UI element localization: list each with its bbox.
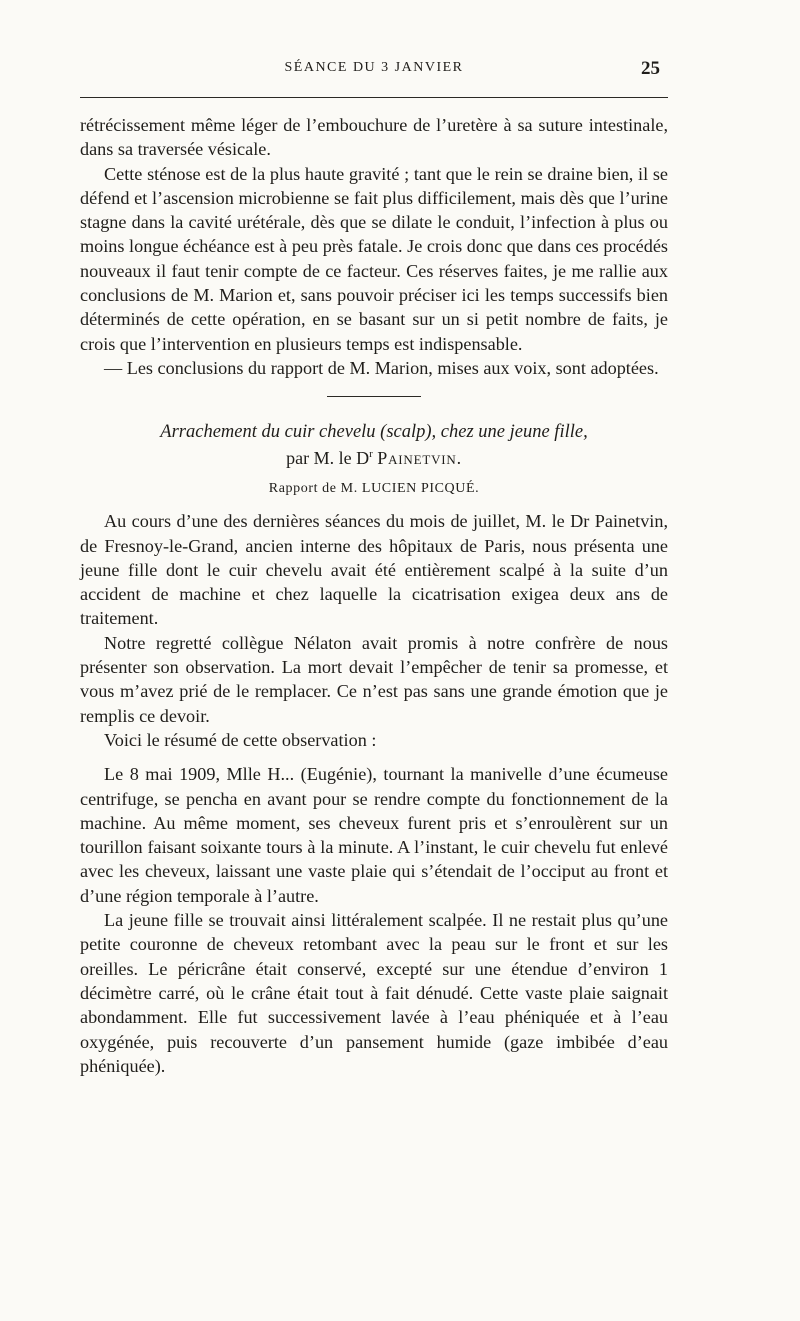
author-name: Painetvin.: [377, 448, 462, 469]
paragraph-case: Le 8 mai 1909, Mlle H... (Eugénie), tournant la manivelle d’une écumeuse centrifuge, se pencha en avant pour se rendre compte du fonctionnement de la machine. Au même moment, ses cheveux furent pris et s’enroulèrent sur un tourillon faisant soixante tours à la minute. A l’instant, le cuir chevelu fut enlevé avec les cheveux, laissant une vaste plaie qui s’étendait de l’occiput au front et d’une région temporale à l’autre.: [80, 764, 668, 906]
author-line: [80, 445, 668, 471]
paragraph: Voici le résumé de cette observation :: [104, 729, 377, 750]
running-title: SÉANCE DU 3 JANVIER: [284, 60, 464, 75]
header-rule: [80, 97, 668, 98]
section-separator: [327, 396, 421, 397]
paragraph-conclusion: — Les conclusions du rapport de M. Marion, mises aux voix, sont adoptées.: [104, 357, 659, 378]
body-text: [80, 113, 668, 1078]
page-header: [80, 58, 668, 84]
author-prefix: par M. le D: [286, 448, 370, 469]
report-byline: Rapport de M. LUCIEN PICQUÉ.: [268, 481, 480, 497]
paragraph-case: La jeune fille se trouvait ainsi littéralement scalpée. Il ne restait plus qu’une petite couronne de cheveux retombant avec la peau sur le front et sur les oreilles. Le péricrâne était conservé, excepté sur une étendue d’environ 1 décimètre carré, où le crâne était tout à fait dénudé. Cette vaste plaie saignait abondamment. Elle fut successivement lavée à l’eau phéniquée et à l’eau oxygénée, puis recouverte d’un pansement humide (gaze imbibée d’eau phéniquée).: [80, 910, 668, 1076]
article-title: Arrachement du cuir chevelu (scalp), chez une jeune fille,: [160, 422, 588, 443]
page-number: 25: [641, 58, 660, 79]
paragraph: Notre regretté collègue Nélaton avait promis à notre confrère de nous présenter son observation. La mort devait l’empêcher de tenir sa promesse, et vous m’avez prié de le remplacer. Ce n’est pas sans une grande émotion que je remplis ce devoir.: [80, 632, 668, 726]
paragraph-continued: rétrécissement même léger de l’embouchure de l’uretère à sa suture intestinale, dans sa traversée vésicale.: [80, 115, 668, 160]
paragraph: Cette sténose est de la plus haute gravité ; tant que le rein se draine bien, il se défend et l’ascension microbienne se fait plus difficilement, mais dès que l’urine stagne dans la cavité urétérale, dès que se dilate le conduit, l’infection à plus ou moins longue échéance est à peu près fatale. Je crois donc que dans ces procédés nouveaux il faut tenir compte de ce facteur. Ces réserves faites, je me rallie aux conclusions de M. Marion et, sans pouvoir préciser ici les temps successifs bien déterminés de cette opération, en se basant sur un si petit nombre de faits, je crois que l’intervention en plusieurs temps est indispensable.: [80, 163, 668, 354]
spacer: [80, 752, 668, 762]
author-superscript: r: [369, 448, 373, 461]
article-heading: [80, 419, 668, 499]
paragraph: Au cours d’une des dernières séances du mois de juillet, M. le Dr Painetvin, de Fresnoy-le-Grand, ancien interne des hôpitaux de Paris, nous présenta une jeune fille dont le cuir chevelu avait été entièrement scalpé à la suite d’un accident de machine et chez laquelle la cicatrisation exigea deux ans de traitement.: [80, 511, 668, 629]
